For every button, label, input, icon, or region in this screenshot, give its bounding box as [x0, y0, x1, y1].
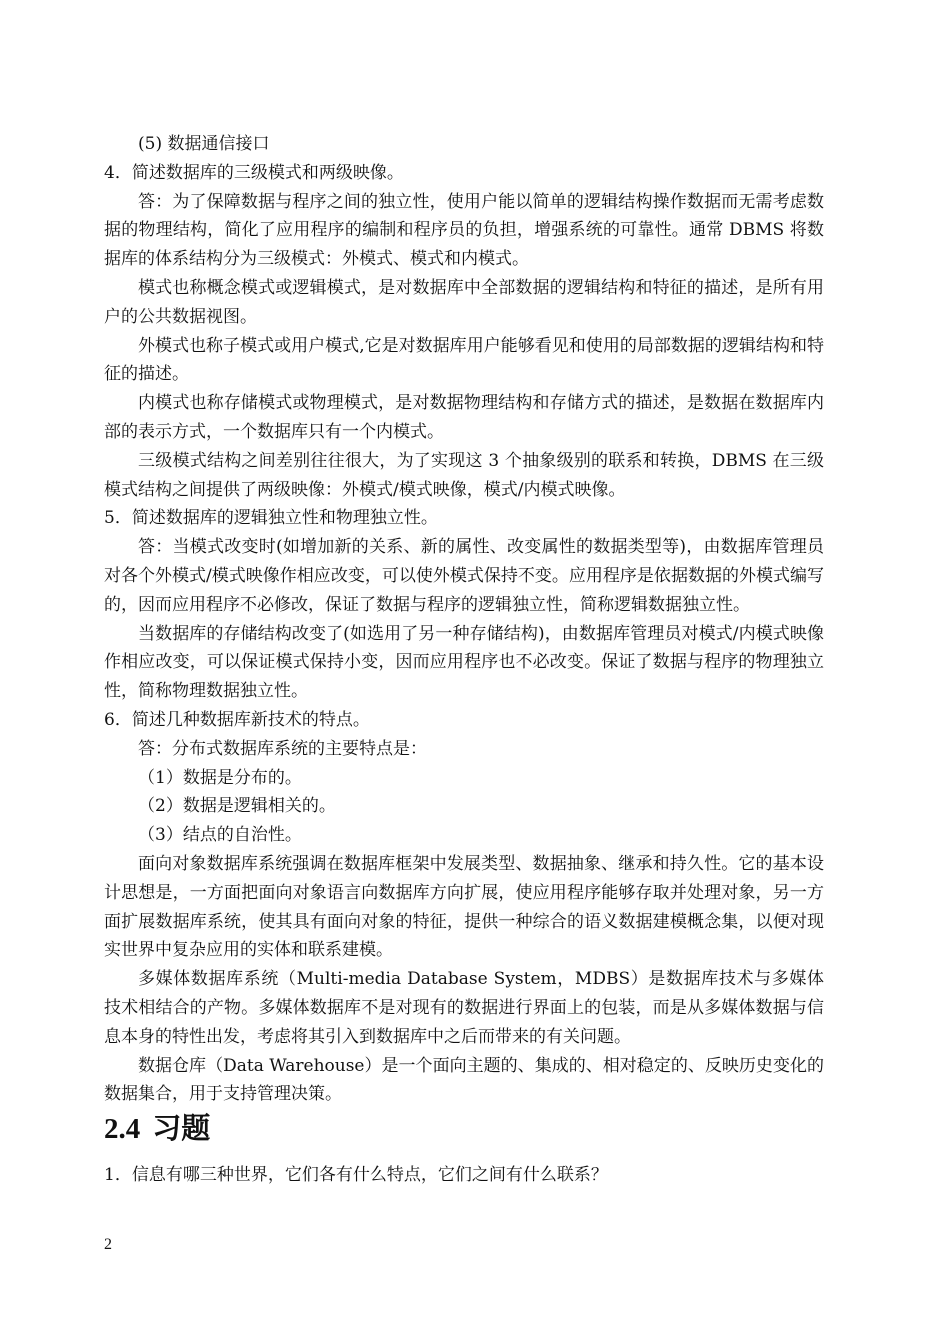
answer-paragraph: 当数据库的存储结构改变了(如选用了另一种存储结构)，由数据库管理员对模式/内模式映像作相应改变，可以保证模式保持小变，因而应用程序也不必改变。保证了数据与程序的物理独立性，简称物理数据独立性。 — [104, 623, 824, 702]
answer-paragraph: 答：分布式数据库系统的主要特点是： — [138, 738, 427, 759]
list-item: (5) 数据通信接口 — [138, 134, 270, 154]
page-body — [104, 130, 824, 1190]
page-number: 2 — [104, 1236, 112, 1253]
question-5: 5．简述数据库的逻辑独立性和物理独立性。 — [104, 508, 438, 529]
answer-paragraph: 答：为了保障数据与程序之间的独立性，使用户能以简单的逻辑结构操作数据而无需考虑数据的物理结构，简化了应用程序的编制和程序员的负担，增强系统的可靠性。通常 DBMS 将数据库的体系结构分为三级模式：外模式、模式和内模式。 — [104, 191, 824, 270]
list-item: （1）数据是分布的。 — [138, 767, 302, 788]
section-heading — [104, 1111, 824, 1147]
answer-paragraph: 面向对象数据库系统强调在数据库框架中发展类型、数据抽象、继承和持久性。它的基本设计思想是，一方面把面向对象语言向数据库方向扩展，使应用程序能够存取并处理对象，另一方面扩展数据库系统，使其具有面向对象的特征，提供一种综合的语义数据建模概念集，以便对现实世界中复杂应用的实体和联系建模。 — [104, 853, 824, 961]
list-item: （2）数据是逻辑相关的。 — [138, 796, 336, 817]
question-4: 4．简述数据库的三级模式和两级映像。 — [104, 162, 404, 183]
answer-paragraph: 内模式也称存储模式或物理模式，是对数据物理结构和存储方式的描述，是数据在数据库内部的表示方式，一个数据库只有一个内模式。 — [104, 393, 824, 442]
section-number: 2.4 — [104, 1113, 141, 1146]
answer-paragraph: 三级模式结构之间差别往往很大，为了实现这 3 个抽象级别的联系和转换，DBMS 在三级模式结构之间提供了两级映像：外模式/模式映像，模式/内模式映像。 — [104, 450, 824, 500]
answer-paragraph: 外模式也称子模式或用户模式,它是对数据库用户能够看见和使用的局部数据的逻辑结构和特征的描述。 — [104, 335, 824, 385]
answer-paragraph: 答：当模式改变时(如增加新的关系、新的属性、改变属性的数据类型等)，由数据库管理员对各个外模式/模式映像作相应改变，可以使外模式保持不变。应用程序是依据数据的外模式编写的，因而应用程序不必修改，保证了数据与程序的逻辑独立性，简称逻辑数据独立性。 — [104, 537, 824, 615]
question-6: 6．简述几种数据库新技术的特点。 — [104, 709, 370, 730]
exercise-1: 1．信息有哪三种世界，它们各有什么特点，它们之间有什么联系？ — [104, 1165, 608, 1186]
answer-paragraph: 数据仓库（Data Warehouse）是一个面向主题的、集成的、相对稳定的、反映历史变化的数据集合，用于支持管理决策。 — [104, 1055, 824, 1105]
answer-paragraph: 模式也称概念模式或逻辑模式，是对数据库中全部数据的逻辑结构和特征的描述，是所有用户的公共数据视图。 — [104, 277, 824, 327]
section-title: 习题 — [152, 1113, 211, 1146]
list-item: （3）结点的自治性。 — [138, 825, 302, 846]
answer-paragraph: 多媒体数据库系统（Multi-media Database System，MDBS）是数据库技术与多媒体技术相结合的产物。多媒体数据库不是对现有的数据进行界面上的包装，而是从多媒体数据与信息本身的特性出发，考虑将其引入到数据库中之后而带来的有关问题。 — [104, 969, 824, 1047]
